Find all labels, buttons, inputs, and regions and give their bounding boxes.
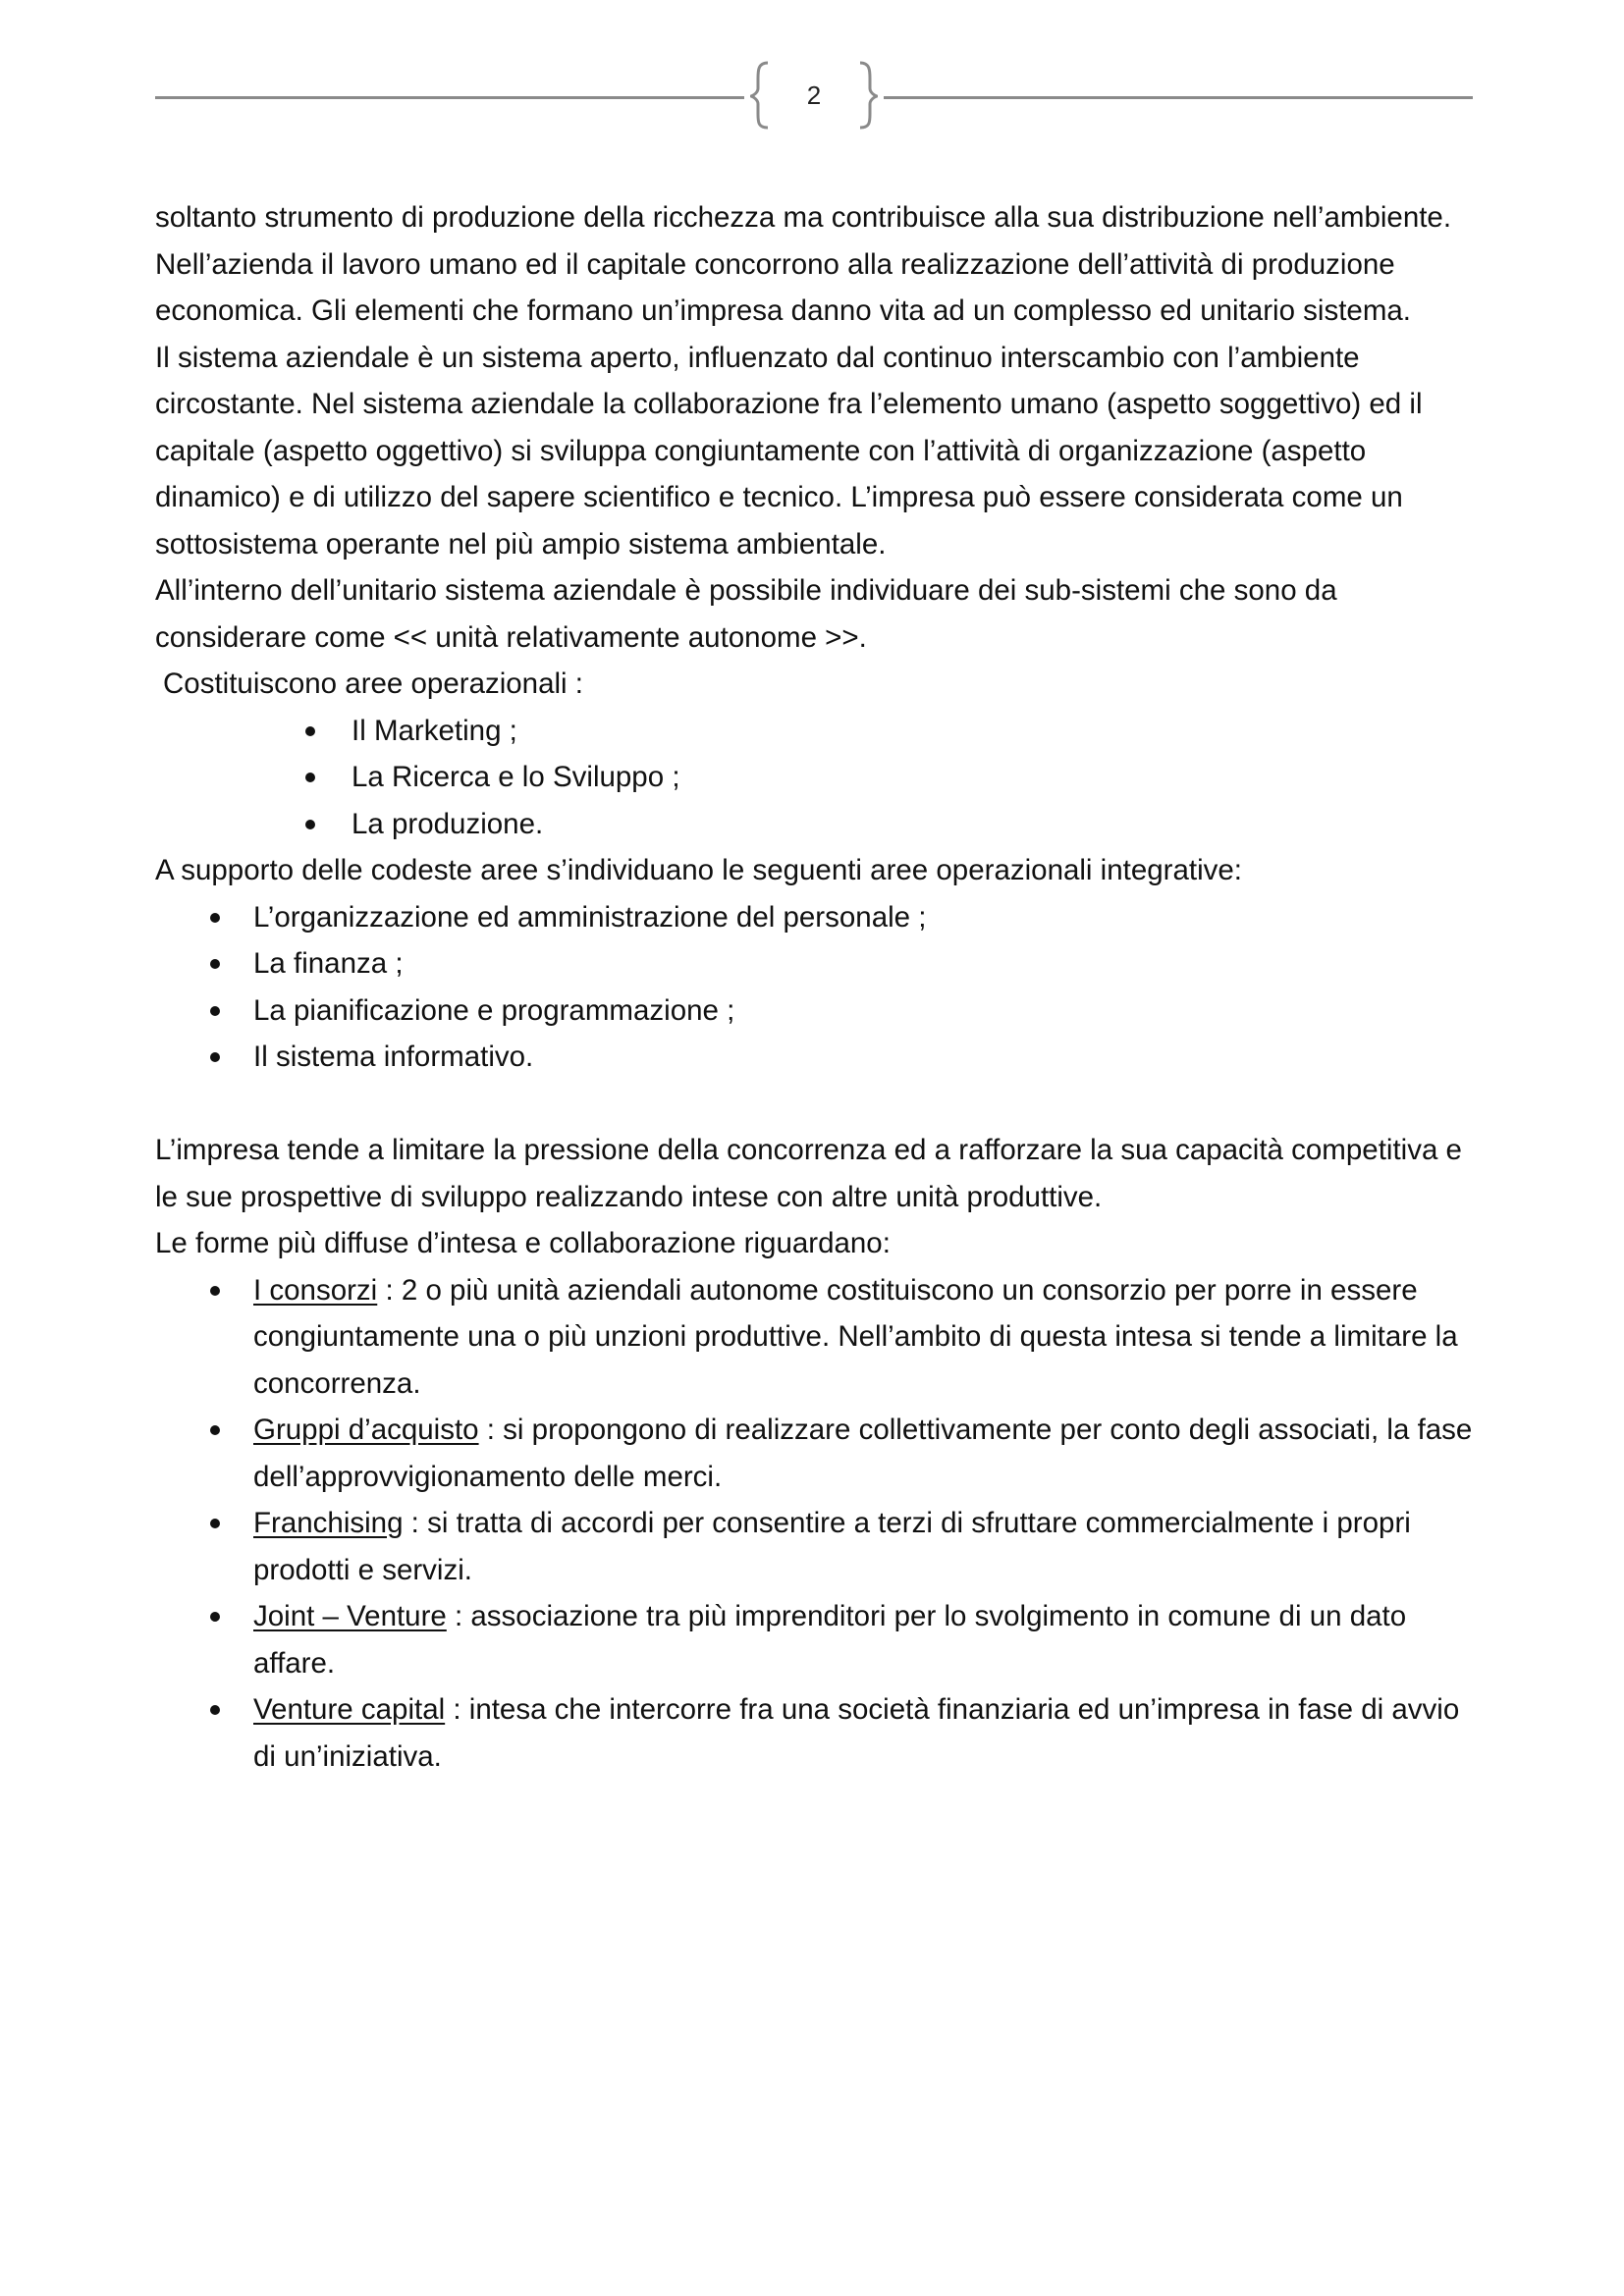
forms-intro: Le forme più diffuse d’intesa e collaborazione riguardano: <box>155 1227 891 1259</box>
list-item <box>253 1500 1481 1593</box>
left-brace-icon <box>750 61 772 130</box>
definition: : si propongono di realizzare collettivamente per conto degli associati, la fase dell’approvvigionamento delle merci. <box>253 1414 1473 1493</box>
paragraph: Il sistema aziendale è un sistema aperto, influenzato dal continuo interscambio con l’ambiente circostante. Nel sistema aziendale la collaborazione fra l’elemento umano (aspetto soggettivo) ed il capitale (aspetto oggettivo) si sviluppa congiuntamente con l’attività di organizzazione (aspetto dinamico) e di utilizzo del sapere scientifico e tecnico. L’impresa può essere considerata come un sottosistema operante nel più ampio sistema ambientale. <box>155 341 1423 561</box>
list-item: La finanza ; <box>253 940 1481 988</box>
right-brace-icon <box>856 61 878 130</box>
list-item <box>253 1686 1481 1780</box>
term-venture-capital: Venture capital <box>253 1693 446 1726</box>
definition: : si tratta di accordi per consentire a terzi di sfruttare commercialmente i propri prodotti e servizi. <box>253 1507 1411 1586</box>
collaboration-forms-list <box>155 1267 1481 1781</box>
spacer <box>155 1081 1481 1128</box>
list-item <box>253 1593 1481 1686</box>
definition: : intesa che intercorre fra una società finanziaria ed un’impresa in fase di avvio di un’iniziativa. <box>253 1693 1460 1773</box>
list-item <box>253 1267 1481 1408</box>
document-body <box>155 194 1481 1780</box>
term-franchising: Franchising <box>253 1507 404 1539</box>
header-rule-right <box>884 96 1473 99</box>
paragraph: soltanto strumento di produzione della ricchezza ma contribuisce alla sua distribuzione nell’ambiente. <box>155 201 1452 234</box>
integrative-areas-list <box>155 894 1481 1081</box>
list-item: La pianificazione e programmazione ; <box>253 988 1481 1035</box>
list-item: L’organizzazione ed amministrazione del personale ; <box>253 894 1481 941</box>
list-item: Il Marketing ; <box>352 708 1481 755</box>
operational-areas-list <box>155 708 1481 848</box>
paragraph: All’interno dell’unitario sistema aziendale è possibile individuare dei sub-sistemi che sono da considerare come << unità relativamente autonome >>. <box>155 574 1337 654</box>
term-gruppi-acquisto: Gruppi d’acquisto <box>253 1414 479 1446</box>
integrative-intro: A supporto delle codeste aree s’individuano le seguenti aree operazionali integrative: <box>155 854 1242 886</box>
operational-intro: Costituiscono aree operazionali : <box>163 667 583 700</box>
paragraph: Nell’azienda il lavoro umano ed il capitale concorrono alla realizzazione dell’attività di produzione economica. Gli elementi che formano un’impresa danno vita ad un complesso ed unitario sistema. <box>155 247 1412 327</box>
definition: : associazione tra più imprenditori per lo svolgimento in comune di un dato affare. <box>253 1600 1407 1680</box>
list-item: La produzione. <box>352 801 1481 848</box>
page-number: 2 <box>806 80 822 110</box>
page-header <box>155 61 1473 130</box>
header-rule-left <box>155 96 744 99</box>
list-item: La Ricerca e lo Sviluppo ; <box>352 754 1481 801</box>
term-consorzi: I consorzi <box>253 1273 378 1307</box>
definition: : 2 o più unità aziendali autonome costituiscono un consorzio per porre in essere congiuntamente una o più unzioni produttive. Nell’ambito di questa intesa si tende a limitare la concorrenza. <box>253 1273 1458 1400</box>
list-item <box>253 1407 1481 1500</box>
list-item: Il sistema informativo. <box>253 1034 1481 1081</box>
competition-paragraph: L’impresa tende a limitare la pressione della concorrenza ed a rafforzare la sua capacità competitiva e le sue prospettive di sviluppo realizzando intese con altre unità produttive. <box>155 1134 1462 1213</box>
term-joint-venture: Joint – Venture <box>253 1600 447 1632</box>
